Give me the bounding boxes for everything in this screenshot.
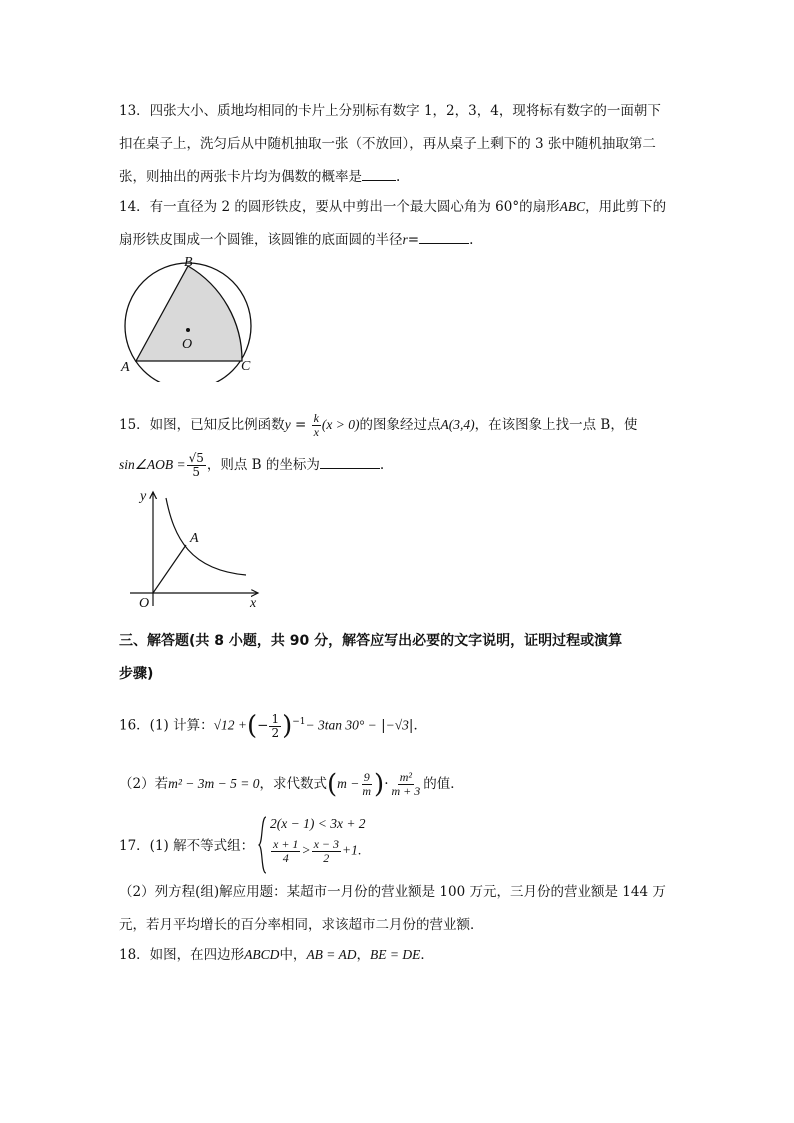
q15-fraction (312, 412, 321, 439)
q15-figure (118, 486, 268, 616)
q13-answer-blank (362, 166, 396, 181)
q13-line3: 张，则抽出的两张卡片均为偶数的概率是 . (119, 166, 400, 187)
q16-part2-frac2 (390, 771, 423, 798)
q16-frac-den: 2 (271, 725, 280, 740)
q18-eq2: BE = DE (370, 947, 421, 962)
q18-abcd: ABCD (244, 947, 280, 962)
q17-part1 (119, 836, 254, 856)
q18-eq1: AB = AD (306, 947, 357, 962)
q16-part2: （2）若m² − 3m − 5 = 0，求代数式(m − $\frac{9}{m}$ )· $\frac{\text{m²}}{m + 3}$ 的值． (119, 769, 464, 800)
q15-sqrt5: √5 (188, 451, 204, 465)
q17-ineq2-num2: x − 3 (313, 837, 339, 851)
q18-sep: ， (356, 947, 371, 963)
q15-label-o: O (139, 596, 150, 611)
q15-eq: = (290, 417, 311, 433)
q16-f1-num: 9 (363, 770, 370, 784)
q16-part1-prefix: 16．(1) 计算： (119, 717, 214, 734)
q15-prefix: 15．如图，已知反比例函数 (119, 417, 285, 433)
q13-text: 张，则抽出的两张卡片均为偶数的概率是 (119, 169, 362, 185)
q14-text-2a: 扇形铁皮围成一个圆锥，该圆锥的底面圆的半径 (119, 232, 403, 248)
q14-label-o: O (182, 337, 193, 352)
q18-mid: 中， (279, 947, 307, 963)
q16-part2-mid: ，求代数式 (259, 776, 327, 792)
q15-line2: sin∠AOB = $\frac{√5}{5}$ ，则点 B 的坐标为 . (119, 451, 385, 479)
q15-mid: 的图象经过点 (359, 417, 441, 433)
q16-part1-a: √12 + (213, 717, 247, 733)
q17-ineq1: 2(x − 1) < 3x + 2 (270, 816, 366, 831)
section3-heading-line2: 步骤) (119, 666, 154, 682)
q16-frac-num: 1 (271, 711, 280, 726)
q15-segment-oa (153, 545, 186, 593)
q13-line1: 13．四张大小、质地均相同的卡片上分别标有数字 1，2，3，4，现将标有数字的一面朝下 (119, 103, 661, 119)
q15-five: 5 (192, 465, 201, 479)
q15-k: k (313, 411, 319, 425)
q13-line2: 扣在桌子上，洗匀后从中随机抽取一张（不放回），再从桌子上剩下的 3 张中随机抽取第二 (119, 136, 656, 152)
q15-label-y: y (140, 489, 147, 504)
q17-ineq2-den2: 2 (323, 851, 330, 865)
q15-sin: sin∠AOB = (119, 457, 186, 472)
q17-ineq2 (270, 838, 361, 865)
q16-part2-eq: m² − 3m − 5 = 0 (168, 776, 260, 791)
q14-figure (118, 252, 268, 382)
q17-ineq2-num1: x + 1 (273, 837, 299, 851)
q15-line2-suffix: ，则点 B 的坐标为 (206, 457, 320, 473)
q17-end: . (357, 842, 362, 858)
q16-f2-den: m + 3 (391, 784, 421, 798)
q15-y: y (284, 417, 291, 432)
q18-end: ． (420, 947, 434, 963)
q17-part2-line1: （2）列方程(组)解应用题：某超市一月份的营业额是 100 万元，三月份的营业额是 144 万 (119, 884, 666, 900)
q15-line1 (119, 408, 637, 442)
q14-label-a: A (121, 360, 130, 375)
q15-answer-blank (320, 454, 380, 469)
q16-part2-m: m − (337, 776, 360, 791)
q16-part2-prefix: （2）若 (119, 776, 169, 792)
q17-ineq2-gt: > (301, 842, 311, 858)
q16-f2-num: m² (399, 770, 413, 784)
q14-text-c: ，用此剪下的 (585, 199, 667, 215)
q17-ineq2-tail: +1 (342, 842, 358, 858)
q15-sin-fraction (187, 452, 206, 479)
q17-part1-prefix: 17．(1) 解不等式组： (119, 838, 255, 854)
q16-part1-b: − 3tan 30° − (305, 717, 377, 733)
q15-point: A(3,4) (440, 417, 475, 432)
q17-brace (258, 816, 268, 874)
q17-part2-line2: 元，若月平均增长的百分率相同，求该超市二月份的营业额． (119, 917, 484, 933)
q14-text-a: 14．有一直径为 2 的圆形铁皮，要从中剪出一个最大圆心角为 60°的扇形 (119, 199, 560, 215)
q18-prefix: 18．如图，在四边形 (119, 947, 245, 963)
q14-label-c: C (241, 359, 251, 374)
q14-label-b: B (184, 255, 193, 270)
q18-line (119, 945, 434, 965)
q16-part1-abs: −√3 (385, 717, 409, 733)
q14-r: r (402, 232, 408, 247)
q15-hyperbola (166, 498, 246, 575)
q14-answer-blank (419, 229, 469, 244)
q14-sector-name: ABC (559, 199, 586, 214)
q15-label-a: A (190, 531, 199, 546)
q17-ineq2-den1: 4 (282, 851, 289, 865)
q14-eq: = (407, 232, 420, 248)
q16-part2-suffix: 的值． (423, 776, 464, 792)
q15-x: x (313, 425, 319, 439)
q15-domain: (x > 0) (321, 417, 360, 432)
q15-suffix: ，在该图象上找一点 B，使 (474, 417, 638, 433)
q16-part2-frac1 (360, 771, 373, 798)
q14-center-dot (186, 328, 190, 332)
q16-f1-den: m (362, 784, 372, 798)
q14-line1 (119, 197, 666, 217)
q16-part1: 16．(1) 计算：√12 +(− $\frac{1}{2}$ )$^{-1}$− 3tan 30° − |−√3|． (119, 711, 427, 741)
q16-part1-exp: −1 (292, 717, 306, 727)
section3-heading-line1: 三、解答题(共 8 小题，共 90 分，解答应写出必要的文字说明，证明过程或演算 (119, 633, 623, 649)
q16-part1-frac (269, 713, 281, 740)
q15-label-x: x (250, 596, 257, 611)
q14-line2: 扇形铁皮围成一个圆锥，该圆锥的底面圆的半径r= . (119, 229, 473, 250)
